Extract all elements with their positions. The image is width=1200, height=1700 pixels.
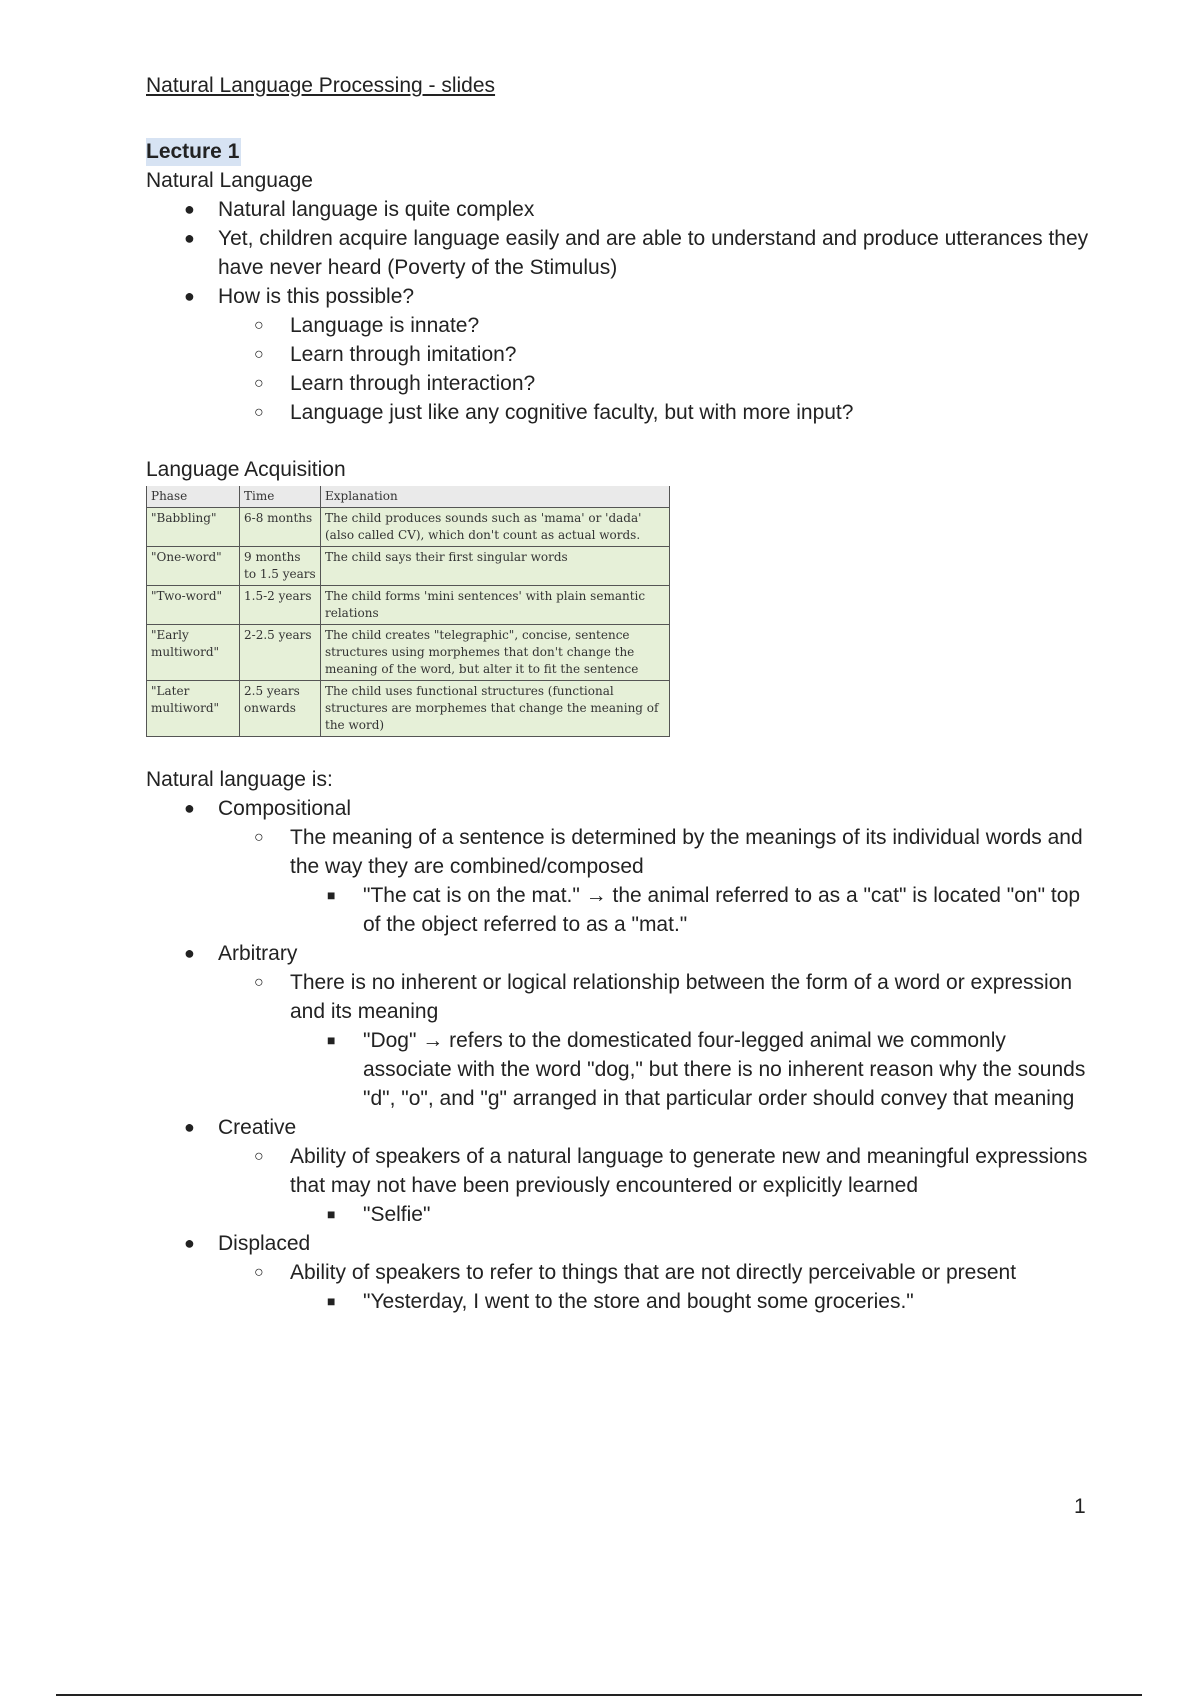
table-cell: "Babbling" — [147, 508, 240, 547]
bullet-dot-icon: ● — [184, 798, 195, 818]
bullet-circle-icon: ○ — [254, 317, 264, 334]
table-cell: The child creates "telegraphic", concise, sentence structures using morphemes that don't change the meaning of the word, but alter it to fit the sentence — [321, 625, 670, 681]
bullet-circle-icon: ○ — [254, 346, 264, 363]
table-cell: "Later multiword" — [147, 681, 240, 737]
table-cell: 2-2.5 years — [240, 625, 321, 681]
properties-heading: Natural language is: — [146, 768, 333, 791]
bullet-dot-icon: ● — [184, 228, 195, 248]
list-item: ● Creative — [146, 1113, 1096, 1142]
table-cell: The child says their first singular words — [321, 547, 670, 586]
list-item: ○ Learn through imitation? — [146, 340, 1096, 369]
table-row — [147, 681, 670, 737]
lecture-label: Lecture 1 — [146, 138, 241, 166]
table-cell: The child produces sounds such as 'mama' or 'dada' (also called CV), which don't count as actual words. — [321, 508, 670, 547]
table-cell: The child forms 'mini sentences' with plain semantic relations — [321, 586, 670, 625]
bullet-circle-icon: ○ — [254, 404, 264, 421]
acquisition-heading: Language Acquisition — [146, 458, 346, 481]
table-cell: 6-8 months — [240, 508, 321, 547]
bullet-circle-icon: ○ — [254, 1148, 264, 1165]
column-header-time: Time — [240, 486, 321, 508]
bullet-square-icon: ■ — [327, 1032, 336, 1048]
bullet-dot-icon: ● — [184, 286, 195, 306]
table-cell: "Two-word" — [147, 586, 240, 625]
bullet-dot-icon: ● — [184, 199, 195, 219]
table-row — [147, 547, 670, 586]
document-page — [146, 68, 1096, 1316]
table-cell: 1.5-2 years — [240, 586, 321, 625]
column-header-phase: Phase — [147, 486, 240, 508]
table-header-row — [147, 486, 670, 508]
list-item: ● Compositional — [146, 794, 1096, 823]
bullet-circle-icon: ○ — [254, 829, 264, 846]
bullet-circle-icon: ○ — [254, 375, 264, 392]
list-item: ○ Language is innate? — [146, 311, 1096, 340]
list-item: ■ "The cat is on the mat." → the animal referred to as a "cat" is located "on" top of the object referred to as a "mat." — [146, 881, 1096, 939]
list-item: ● Yet, children acquire language easily and are able to understand and produce utterances they have never heard (Poverty of the Stimulus) — [146, 224, 1096, 282]
natural-language-list — [146, 195, 1096, 427]
table-row — [147, 586, 670, 625]
bullet-dot-icon: ● — [184, 1233, 195, 1253]
bullet-dot-icon: ● — [184, 943, 195, 963]
footer-divider — [56, 1694, 1142, 1696]
bullet-circle-icon: ○ — [254, 974, 264, 991]
table-row — [147, 508, 670, 547]
bullet-square-icon: ■ — [327, 1206, 336, 1222]
list-item: ○ Ability of speakers of a natural language to generate new and meaningful expressions that may not have been previously encountered or explicitly learned — [146, 1142, 1096, 1200]
acquisition-table — [146, 486, 670, 737]
list-item: ○ Ability of speakers to refer to things that are not directly perceivable or present — [146, 1258, 1096, 1287]
list-item: ■ "Dog" → refers to the domesticated four-legged animal we commonly associate with the word "dog," but there is no inherent reason why the sounds "d", "o", and "g" arranged in that particular order should convey that meaning — [146, 1026, 1096, 1113]
table-cell: The child uses functional structures (functional structures are morphemes that change the meaning of the word) — [321, 681, 670, 737]
properties-list — [146, 794, 1096, 1316]
table-cell: "One-word" — [147, 547, 240, 586]
table-cell: 9 months to 1.5 years — [240, 547, 321, 586]
list-item: ● Arbitrary — [146, 939, 1096, 968]
list-item: ● Natural language is quite complex — [146, 195, 1096, 224]
table-row — [147, 625, 670, 681]
bullet-square-icon: ■ — [327, 887, 336, 903]
list-item: ○ The meaning of a sentence is determined by the meanings of its individual words and the way they are combined/composed — [146, 823, 1096, 881]
table-cell: "Early multiword" — [147, 625, 240, 681]
list-item: ○ Learn through interaction? — [146, 369, 1096, 398]
table-cell: 2.5 years onwards — [240, 681, 321, 737]
document-title: Natural Language Processing - slides — [146, 74, 496, 97]
bullet-dot-icon: ● — [184, 1117, 195, 1137]
list-item: ■ "Yesterday, I went to the store and bought some groceries." — [146, 1287, 1096, 1316]
natural-language-heading: Natural Language — [146, 169, 313, 192]
bullet-circle-icon: ○ — [254, 1264, 264, 1281]
column-header-explanation: Explanation — [321, 486, 670, 508]
list-item: ● Displaced — [146, 1229, 1096, 1258]
list-item: ■ "Selfie" — [146, 1200, 1096, 1229]
list-item: ○ Language just like any cognitive faculty, but with more input? — [146, 398, 1096, 427]
page-number: 1 — [1074, 1495, 1086, 1518]
bullet-square-icon: ■ — [327, 1293, 336, 1309]
list-item: ○ There is no inherent or logical relationship between the form of a word or expression and its meaning — [146, 968, 1096, 1026]
list-item: ● How is this possible? — [146, 282, 1096, 311]
